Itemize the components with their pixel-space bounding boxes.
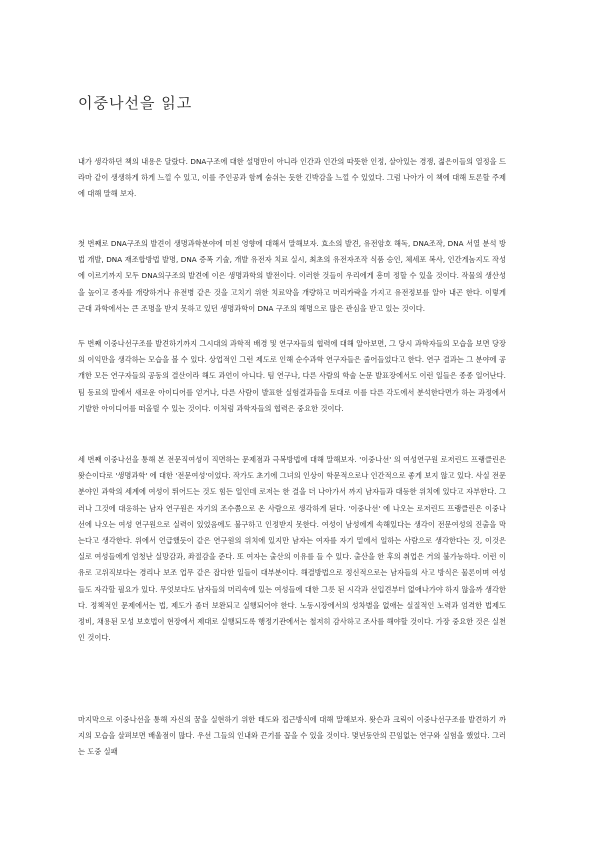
- paragraph-dna-impact: 첫 번째로 DNA구조의 발견이 생명과학분야에 미친 영향에 대해서 말해보자. 효소의 발견, 유전암호 해독, DNA조작, DNA 서열 분석 방법 개발, DNA 재조합방법 발명, DNA 증폭 기술, 개발 유전자 치료 실시, 최초의 유전자조작 식품 승인, 체세포 복사, 인간게놈지도 작성에 이르기까지 모두 DNA의구조의 발견에 이은 생명과학의 발전이다. 이러한 것들이 우리에게 흥미 정할 수 있을 것이다. 작물의 생산성을 높이고 종자를 개량하거나 유전병 같은 것을 고치기 위한 치료약을 개량하고 머리카락을 가지고 유전정보를 알아 내곤 한다. 이렇게 근대 과학에서는 큰 조명을 받지 못하고 있던 생명과학이 DNA 구조의 해명으로 많은 관심을 받고 있는 것이다.: [78, 239, 506, 313]
- paragraph-intro: 내가 생각하던 책의 내용은 달랐다. DNA구조에 대한 설명만이 아니라 인간과 인간의 따뜻한 인정, 살아있는 경쟁, 젊은이들의 열정을 드라마 같이 생생하게 하게 느낄 수 있고, 이를 주인공과 함께 숨쉬는 듯한 긴박감을 느낄 수 있었다. 그럼 나아가 이 책에 대해 토론할 주제에 대해 말해 보자.: [78, 157, 506, 199]
- paragraph-conclusion: 마지막으로 이중나선을 통해 자신의 꿈을 실현하기 위한 태도와 접근방식에 대해 말해보자. 왓슨과 크릭이 이중나선구조를 발견하기 까지의 모습을 살펴보면 배울점이 많다. 우선 그들의 인내와 끈기를 꼽을 수 있을 것이다. 몇년동안의 끈임없는 연구와 실험을 했었다. 그러는 도중 실패: [78, 715, 506, 757]
- document-title: 이중나선을 읽고: [78, 94, 193, 112]
- paragraph-women-in-science: 세 번째 이중나선을 통해 본 전문직여성이 직면하는 문제점과 극복방법에 대해 말해보자. '이중나선' 의 여성연구원 로저린드 프랭클린은 왓슨이다로 '생명과학' 에 대한 '전문여성'이었다. 작가도 초기에 그녀의 인상이 학문적으로나 인간적으로 좋게 보지 않고 있다. 사실 전문 분야인 과학의 세계에 여성이 뛰어드는 것도 힘든 일인데 로저는 한 결을 더 나아가서 까지 남자들과 대등한 위치에 있다고 자부한다. 그러나 그것에 대응하는 남자 연구원은 자기의 조수쯤으로 온 사람으로 생각하게 된다. '이중나선' 에 나오는 로저린드 프랭클린은 이중나선에 나오는 여성 연구원으로 실력이 있었음에도 불구하고 인정받지 못한다. 여성이 남성에게 속해있다는 생각이 전문여성의 진출을 막는다고 생각한다. 위에서 언급했듯이 같은 연구원의 위치에 있지만 남자는 여자를 자기 밑에서 일하는 사람으로 생각한다는 것, 이것은 실로 여성들에게 엄청난 실망감과, 좌절감을 준다. 또 여자는 출산의 이유를 들 수 있다. 출산을 한 후의 취업은 거의 불가능하다. 이런 이유로 고위직보다는 경리나 보조 업무 같은 잡다한 일들이 대부분이다. 해결방법으로 정신적으로는 남자들의 사고 방식은 물론이며 여성들도 자각할 필요가 있다. 무엇보다도 남자들의 머리속에 있는 여성들에 대한 그릇 된 시각과 선입견부터 없애나가야 하지 않을까 생각한다. 정책적인 문제에서는 법, 제도가 좀더 보완되고 실행되어야 한다. 노동시장에서의 성차별을 없애는 실질적인 노력과 엄격한 법제도 정비, 채용된 모성 보호법이 현장에서 제대로 실행되도록 행정기관에서는 철저히 감사하고 조사를 해야할 것이다. 가장 중요한 것은 실천인 것이다.: [78, 455, 506, 643]
- paragraph-scientific-collaboration: 두 번째 이중나선구조를 발견하기까지 그시대의 과학적 배경 및 연구자들의 협력에 대해 알아보면, 그 당시 과학자들의 모습을 보면 당장의 이익만을 생각하는 모습을 볼 수 있다. 상업적인 그런 제도로 인해 순수과학 연구자들은 줄어들었다고 한다. 연구 결과는 그 분야에 공개한 모든 연구자들의 공동의 결산이라 해도 과언이 아니다. 팀 연구나, 다른 사람의 학술 논문 발표장에서도 이런 일들은 종종 일어난다. 팀 동료의 말에서 새로운 아이디어를 얻거나, 다른 사람이 발표한 실험결과들을 토대로 이를 다른 각도에서 분석한다면가 하는 과정에서 기발한 아이디어를 떠올릴 수 있는 것이다. 이처럼 과학자들의 협력은 중요한 것이다.: [78, 339, 506, 413]
